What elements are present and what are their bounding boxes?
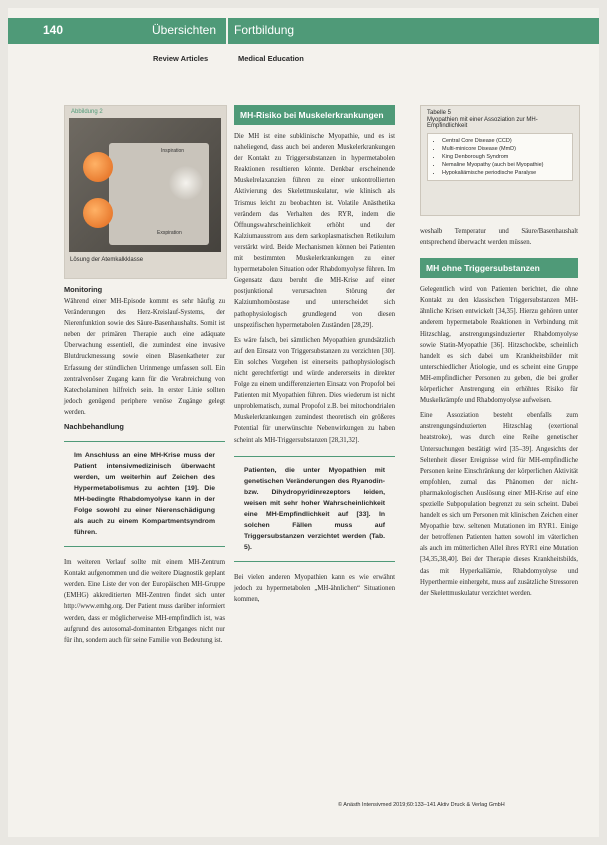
section-title: Übersichten	[152, 23, 217, 37]
paragraph: Es wäre falsch, bei sämtlichen Myopathien grundsätzlich auf den Einsatz von Triggersubstanzen zu verzichten [30]. Ein solches Vorgehen ist einerseits pathophysiologisch nicht gerechtfertigt und würde andererseits in direkter Folge zu einem undifferenzierten Einsatz von Propofol bei Patienten mit Myopathien führen. Dies wiederum ist nicht unproblematisch, zumal Propofol z.B. bei mitochondrialen Muskelerkrankungen zumindest theoretisch ein größeres Potential für unerwünschte Nebenwirkungen zu haben scheint als MH-Triggersubstanzen [28,31,32].	[234, 336, 395, 444]
table-box	[420, 105, 580, 216]
section-title-box: MH ohne Triggersubstanzen	[420, 258, 578, 278]
highlight-box: Im Anschluss an eine MH-Krise muss der Patient intensivmedizinisch überwacht werden, um weiterhin auf Zeichen des Hypermetabolismus zu achten [19]. Die MH-bedingte Rhabdomyolyse kann in der Folge sowohl zu einer Nierenschädigung als auch zu einem Kompartmentsyndrom führen.	[64, 441, 225, 547]
list-item: • Multi-minicore Disease (MmD)	[442, 145, 567, 153]
figure-label: Abbildung 2	[71, 109, 103, 115]
column-3	[420, 226, 578, 599]
list-item: • King Denborough Syndrom	[442, 153, 567, 161]
page	[8, 8, 599, 837]
highlight-box: Patienten, die unter Myopathien mit genetischen Veränderungen des Ryanodin- bzw. Dihydropyridinrezeptors leiden, weisen mit sehr hoher Wahrscheinlichkeit eine MH-Empfindlichkeit auf [33]. In solchen Fällen muss auf Triggersubstanzen verzichtet werden (Tab. 5).	[234, 456, 395, 562]
subheader-right: Medical Education	[238, 54, 304, 63]
paragraph: Eine Assoziation besteht ebenfalls zum anstrengungsinduzierten Hitzschlag (exertional heatstroke), was durch eine Reihe genetischer Untersuchungen bestätigt wird [35–39]. Angesichts der Seltenheit dieser Ereignisse wird für MH-empfindliche Personen keine Einschränkung der körperlichen Aktivität empfohlen, zumal das Phänomen der nicht-pharmakologischen Auslösung einer MH-Krise auf eine spezielle Subpopulation begrenzt zu sein scheint. Dabei handelt es sich um Personen mit klinischen Zeichen einer Myopathie bzw. seltenen Mutationen im RYR1. Einige der betroffenen Patienten hatten sowohl im väterlichen als auch im mütterlichen Allel ihres RYR1 eine Mutation [34,35,38,40]. Bei der Therapie dieses Krankheitsbilds, das mit Hyperkaliämie, Rhabdomyolyse und Hyperthermie einhergeht, muss auf zusätzliche Stressoren der Skelettmuskulatur verzichtet werden.	[420, 412, 578, 597]
orange-ball-bottom	[83, 198, 113, 228]
section-title-box: MH-Risiko bei Muskelerkrankungen	[234, 105, 395, 125]
figure	[64, 105, 227, 279]
list-item: • Hypokaliämische periodische Paralyse	[442, 169, 567, 177]
footer: © Anästh Intensivmed 2019;60:133–141 Aktiv Druck & Verlag GmbH	[338, 802, 505, 808]
orange-ball-top	[83, 152, 113, 182]
gauge-icon	[169, 166, 203, 200]
figure-tag-exspiration: Exspiration	[157, 230, 182, 236]
list-item: • Central Core Disease (CCD)	[442, 137, 567, 145]
section-title-2: Fortbildung	[234, 23, 295, 37]
table-label: Tabelle 5	[427, 110, 452, 116]
paragraph: Im weiteren Verlauf sollte mit einem MH-Zentrum Kontakt aufgenommen und die weitere Diagnostik geplant werden. Eine Liste der von der Europäischen MH-Gruppe (EMHG) akkreditierten MH-Zentren findet sich unter http://www.emhg.org. Der Patient muss darüber informiert werden, dass er möglicherweise MH-empfindlich ist, was aufgrund des autosomal-dominanten Erbganges nicht nur für ihn, sondern auch für seine Familie von Bedeutung ist.	[64, 559, 225, 644]
header-bar	[8, 18, 599, 44]
subheader-left: Review Articles	[153, 54, 209, 63]
column-1	[64, 285, 225, 646]
paragraph: Bei vielen anderen Myopathien kann es wie erwähnt jedoch zu hypermetabolen „MH-ähnlichen“ Situationen kommen,	[234, 573, 395, 603]
heading-nachbehandlung: Nachbehandlung	[64, 422, 124, 432]
figure-tag-inspiration: Inspiration	[161, 148, 185, 154]
page-number: 140	[43, 23, 64, 37]
paragraph: Während einer MH-Episode kommt es sehr häufig zu Veränderungen des Herz-Kreislauf-Systems, der Nierenfunktion sowie des Säure-Basenhaushalts. Somit ist neben der primären Therapie auch eine adäquate Überwachung essentiell, die zumindest eine invasive Blutdruckmessung sowie einen Blasenkatheter zur Erfassung der stündlichen Urinmenge umfassen soll. Ein zentralvenöser Zugang kann für die Verabreichung von Katecholaminen hilfreich sein. In erster Linie sollten jedoch genügend periphere venöse Zugänge gelegt werden.	[64, 298, 225, 416]
column-2	[234, 105, 395, 605]
paragraph: Die MH ist eine subklinische Myopathie, und es ist naheliegend, dass auch bei anderen Muskelerkrankungen der Kontakt zu Triggersubstanzen in hypermetabolen Reaktionen resultieren könnte. Denkbar erscheinende Muskelrelaxanzien führen zu einer unkontrollierten Aktivierung des Skelettmuskulatur, wie klinisch als Trismus leicht zu beobachten ist. Volatile Anästhetika verändern das Verhalten des RYR, indem die Öffnungswahrscheinlichkeit erhöht und der Kalziumausstrom aus dem sarkoplasmatischen Retikulum verstärkt wird. Beide Mechanismen können bei Patienten mit bestimmten Muskelerkrankungen zu einer hypermetabolen Situation oder Rhabdomyolyse führen. Im Gegensatz dazu beruht die MH-Krise auf einer postjunktional verursachten Störung der Kalziumhomöostase und unterscheidet sich pathophysiologisch grundlegend von diesen unspezifischen hypermetabolen Zuständen [28,29].	[234, 133, 395, 329]
paragraph: weshalb Temperatur und Säure/Basenhaushalt entsprechend überwacht werden müssen.	[420, 228, 578, 247]
table-title: Myopathien mit einer Assoziation zur MH-Empfindlichkeit	[427, 117, 538, 129]
figure-caption: Lösung der Atemkalkklasse	[70, 257, 144, 263]
figure-photo	[69, 118, 221, 252]
list-item: • Nemaline Myopathy (auch bei Myopathie)	[442, 161, 567, 169]
header-divider	[226, 18, 228, 44]
table-list	[427, 133, 573, 181]
paragraph: Gelegentlich wird von Patienten berichtet, die ohne Kontakt zu den klassischen Triggersubstanzen MH-ähnliche Krisen entwickelt [34,35]. Hierzu gehören unter anderem hypermetabole Reaktionen in Verbindung mit Hitzschlag, anstrengungsinduzierter Rhabdomyolyse sowie Statin-Myopathie [36]. Hitzschockbe, scheinlich handelt es sich dabei um Krankheitsbilder mit unterschiedlicher Ätiologie, und es scheint eine Gruppe MH-empfindlicher Personen zu geben, die bei großer körperlicher Anstrengung ein erhöhtes Risiko für Muskelkrämpfe und Rhabdomyolyse aufweisen.	[420, 286, 578, 405]
heading-monitoring: Monitoring	[64, 285, 103, 294]
